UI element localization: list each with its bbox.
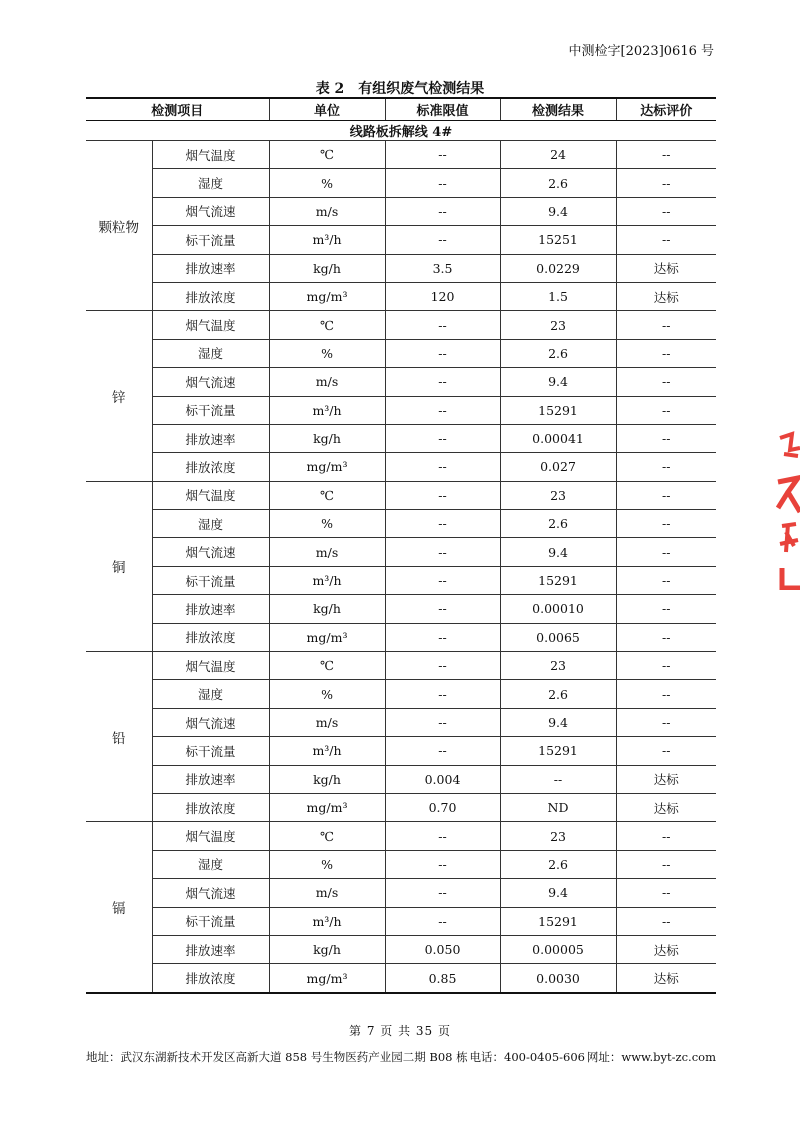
unit-cell: kg/h (269, 254, 385, 282)
result-cell: 0.00010 (500, 595, 616, 623)
result-cell: 9.4 (500, 368, 616, 396)
parameter-cell: 排放浓度 (152, 793, 269, 821)
parameter-cell: 排放速率 (152, 595, 269, 623)
parameter-cell: 烟气温度 (152, 652, 269, 680)
unit-cell: mg/m³ (269, 282, 385, 310)
standard-limit-cell: 120 (385, 282, 500, 310)
parameter-cell: 标干流量 (152, 226, 269, 254)
parameter-cell: 烟气流速 (152, 538, 269, 566)
unit-cell: m³/h (269, 737, 385, 765)
unit-cell: mg/m³ (269, 623, 385, 651)
compliance-cell: 达标 (616, 935, 716, 963)
unit-cell: m/s (269, 368, 385, 396)
parameter-cell: 湿度 (152, 169, 269, 197)
standard-limit-cell: -- (385, 396, 500, 424)
compliance-cell: 达标 (616, 282, 716, 310)
result-cell: 15251 (500, 226, 616, 254)
parameter-cell: 排放浓度 (152, 453, 269, 481)
result-cell: 15291 (500, 737, 616, 765)
result-cell: 15291 (500, 396, 616, 424)
unit-cell: mg/m³ (269, 793, 385, 821)
compliance-cell: -- (616, 197, 716, 225)
table-row (86, 538, 716, 566)
compliance-cell: -- (616, 169, 716, 197)
result-cell: 0.0030 (500, 964, 616, 993)
unit-cell: % (269, 339, 385, 367)
section-row (86, 121, 716, 141)
parameter-cell: 排放速率 (152, 424, 269, 452)
column-header-result: 检测结果 (500, 98, 616, 121)
unit-cell: ℃ (269, 141, 385, 169)
standard-limit-cell: -- (385, 595, 500, 623)
exhaust-gas-results-table (86, 97, 716, 994)
compliance-cell: -- (616, 396, 716, 424)
standard-limit-cell: 3.5 (385, 254, 500, 282)
compliance-cell: -- (616, 623, 716, 651)
table-row (86, 737, 716, 765)
compliance-cell: -- (616, 708, 716, 736)
table-row (86, 311, 716, 339)
compliance-cell: -- (616, 510, 716, 538)
column-header-standard-limit: 标准限值 (385, 98, 500, 121)
parameter-cell: 湿度 (152, 510, 269, 538)
standard-limit-cell: -- (385, 197, 500, 225)
result-cell: 9.4 (500, 538, 616, 566)
compliance-cell: -- (616, 680, 716, 708)
standard-limit-cell: -- (385, 850, 500, 878)
table-header-row (86, 98, 716, 121)
standard-limit-cell: -- (385, 453, 500, 481)
standard-limit-cell: -- (385, 737, 500, 765)
unit-cell: kg/h (269, 595, 385, 623)
unit-cell: m³/h (269, 396, 385, 424)
compliance-cell: -- (616, 737, 716, 765)
parameter-cell: 标干流量 (152, 566, 269, 594)
pollutant-name-cell: 铅 (86, 652, 152, 822)
unit-cell: ℃ (269, 311, 385, 339)
table-row (86, 793, 716, 821)
unit-cell: % (269, 680, 385, 708)
table-row (86, 368, 716, 396)
table-row (86, 935, 716, 963)
unit-cell: mg/m³ (269, 964, 385, 993)
table-title: 表 2 有组织废气检测结果 (315, 81, 485, 97)
unit-cell: % (269, 169, 385, 197)
result-cell: -- (500, 765, 616, 793)
compliance-cell: 达标 (616, 793, 716, 821)
result-cell: 0.00041 (500, 424, 616, 452)
table-row (86, 481, 716, 509)
compliance-cell: -- (616, 226, 716, 254)
result-cell: 24 (500, 141, 616, 169)
compliance-cell: -- (616, 850, 716, 878)
unit-cell: % (269, 850, 385, 878)
result-cell: 0.0229 (500, 254, 616, 282)
result-cell: ND (500, 793, 616, 821)
parameter-cell: 湿度 (152, 339, 269, 367)
pollutant-name-cell: 铜 (86, 481, 152, 651)
table-row (86, 566, 716, 594)
parameter-cell: 烟气流速 (152, 708, 269, 736)
standard-limit-cell: -- (385, 680, 500, 708)
parameter-cell: 排放速率 (152, 935, 269, 963)
parameter-cell: 烟气流速 (152, 197, 269, 225)
parameter-cell: 烟气温度 (152, 311, 269, 339)
standard-limit-cell: 0.70 (385, 793, 500, 821)
result-cell: 2.6 (500, 680, 616, 708)
compliance-cell: -- (616, 424, 716, 452)
standard-limit-cell: -- (385, 652, 500, 680)
result-cell: 2.6 (500, 169, 616, 197)
result-cell: 9.4 (500, 708, 616, 736)
table-row (86, 822, 716, 850)
compliance-cell: 达标 (616, 254, 716, 282)
unit-cell: % (269, 510, 385, 538)
result-cell: 23 (500, 652, 616, 680)
unit-cell: ℃ (269, 822, 385, 850)
compliance-cell: 达标 (616, 964, 716, 993)
standard-limit-cell: -- (385, 226, 500, 254)
parameter-cell: 标干流量 (152, 737, 269, 765)
parameter-cell: 烟气温度 (152, 822, 269, 850)
table-row (86, 226, 716, 254)
footer-contact (86, 1049, 716, 1065)
table-row (86, 595, 716, 623)
standard-limit-cell: -- (385, 822, 500, 850)
column-header-item: 检测项目 (86, 98, 269, 121)
unit-cell: m/s (269, 197, 385, 225)
footer-address: 地址：武汉东湖新技术开发区高新大道 858 号生物医药产业园二期 B08 栋 (86, 1050, 468, 1064)
compliance-cell: -- (616, 879, 716, 907)
parameter-cell: 烟气温度 (152, 481, 269, 509)
parameter-cell: 烟气流速 (152, 879, 269, 907)
standard-limit-cell: -- (385, 141, 500, 169)
report-reference-number: 中测检字[2023]0616 号 (568, 44, 714, 59)
pollutant-name-cell: 颗粒物 (86, 141, 152, 311)
table-row (86, 964, 716, 993)
parameter-cell: 排放速率 (152, 254, 269, 282)
table-row (86, 652, 716, 680)
table-row (86, 708, 716, 736)
compliance-cell: -- (616, 566, 716, 594)
parameter-cell: 标干流量 (152, 396, 269, 424)
footer-website: 网址：www.byt-zc.com (586, 1050, 716, 1064)
unit-cell: m/s (269, 708, 385, 736)
standard-limit-cell: -- (385, 907, 500, 935)
unit-cell: mg/m³ (269, 453, 385, 481)
standard-limit-cell: 0.050 (385, 935, 500, 963)
table-row (86, 510, 716, 538)
result-cell: 9.4 (500, 879, 616, 907)
standard-limit-cell: -- (385, 339, 500, 367)
compliance-cell: -- (616, 311, 716, 339)
standard-limit-cell: -- (385, 623, 500, 651)
pollutant-name-cell: 镉 (86, 822, 152, 993)
compliance-cell: -- (616, 538, 716, 566)
table-row (86, 424, 716, 452)
table-row (86, 282, 716, 310)
column-header-compliance: 达标评价 (616, 98, 716, 121)
pollutant-name-cell: 锌 (86, 311, 152, 481)
standard-limit-cell: -- (385, 368, 500, 396)
table-row (86, 850, 716, 878)
table-row (86, 765, 716, 793)
section-label: 线路板拆解线 4# (86, 121, 716, 141)
parameter-cell: 排放浓度 (152, 623, 269, 651)
table-row (86, 197, 716, 225)
footer-phone: 电话：400-0405-606 (469, 1050, 585, 1064)
unit-cell: ℃ (269, 652, 385, 680)
table-row (86, 623, 716, 651)
table-row (86, 254, 716, 282)
standard-limit-cell: 0.85 (385, 964, 500, 993)
result-cell: 23 (500, 481, 616, 509)
standard-limit-cell: -- (385, 311, 500, 339)
table-row (86, 141, 716, 169)
column-header-unit: 单位 (269, 98, 385, 121)
unit-cell: m³/h (269, 226, 385, 254)
parameter-cell: 烟气温度 (152, 141, 269, 169)
standard-limit-cell: -- (385, 169, 500, 197)
table-row (86, 879, 716, 907)
unit-cell: m³/h (269, 566, 385, 594)
compliance-cell: -- (616, 907, 716, 935)
parameter-cell: 排放浓度 (152, 964, 269, 993)
result-cell: 0.027 (500, 453, 616, 481)
table-row (86, 169, 716, 197)
parameter-cell: 湿度 (152, 680, 269, 708)
unit-cell: m/s (269, 538, 385, 566)
page-number: 第 7 页 共 35 页 (349, 1024, 451, 1038)
compliance-cell: -- (616, 822, 716, 850)
unit-cell: m³/h (269, 907, 385, 935)
parameter-cell: 标干流量 (152, 907, 269, 935)
result-cell: 2.6 (500, 850, 616, 878)
standard-limit-cell: -- (385, 424, 500, 452)
table-row (86, 396, 716, 424)
result-cell: 9.4 (500, 197, 616, 225)
compliance-cell: 达标 (616, 765, 716, 793)
compliance-cell: -- (616, 481, 716, 509)
compliance-cell: -- (616, 652, 716, 680)
table-row (86, 680, 716, 708)
standard-limit-cell: -- (385, 566, 500, 594)
standard-limit-cell: -- (385, 538, 500, 566)
parameter-cell: 排放浓度 (152, 282, 269, 310)
standard-limit-cell: -- (385, 510, 500, 538)
unit-cell: kg/h (269, 935, 385, 963)
result-cell: 2.6 (500, 510, 616, 538)
result-cell: 15291 (500, 907, 616, 935)
table-row (86, 453, 716, 481)
table-row (86, 907, 716, 935)
parameter-cell: 烟气流速 (152, 368, 269, 396)
compliance-cell: -- (616, 595, 716, 623)
compliance-cell: -- (616, 368, 716, 396)
compliance-cell: -- (616, 339, 716, 367)
parameter-cell: 排放速率 (152, 765, 269, 793)
result-cell: 0.00005 (500, 935, 616, 963)
compliance-cell: -- (616, 453, 716, 481)
result-cell: 23 (500, 311, 616, 339)
standard-limit-cell: -- (385, 879, 500, 907)
compliance-cell: -- (616, 141, 716, 169)
unit-cell: kg/h (269, 424, 385, 452)
unit-cell: m/s (269, 879, 385, 907)
unit-cell: kg/h (269, 765, 385, 793)
standard-limit-cell: 0.004 (385, 765, 500, 793)
table-row (86, 339, 716, 367)
standard-limit-cell: -- (385, 708, 500, 736)
standard-limit-cell: -- (385, 481, 500, 509)
result-cell: 1.5 (500, 282, 616, 310)
result-cell: 15291 (500, 566, 616, 594)
result-cell: 2.6 (500, 339, 616, 367)
red-seal-stamp (776, 420, 800, 590)
parameter-cell: 湿度 (152, 850, 269, 878)
unit-cell: ℃ (269, 481, 385, 509)
result-cell: 0.0065 (500, 623, 616, 651)
result-cell: 23 (500, 822, 616, 850)
